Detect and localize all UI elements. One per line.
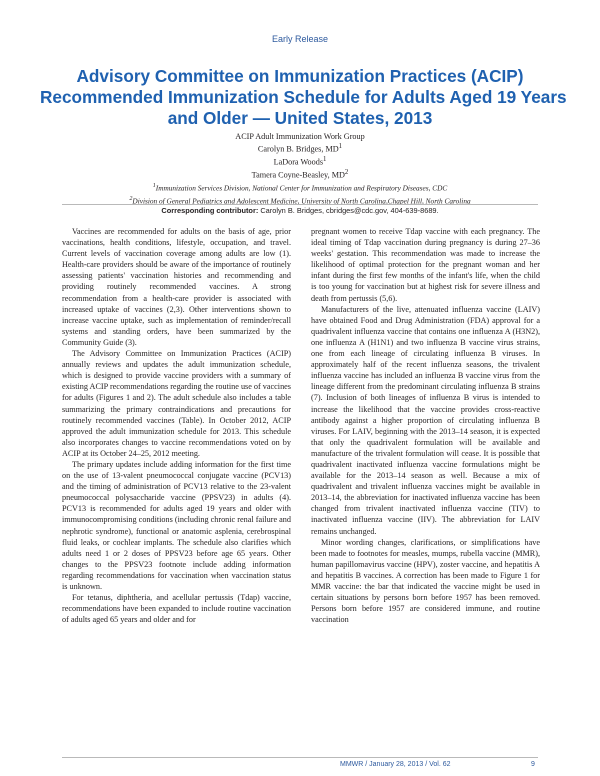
- paragraph: Minor wording changes, clarifications, or simplifications have been made to footnotes for measles, mumps, rubella vaccine (MMR), human papillomavirus vaccine (HPV), zoster vaccine, and hepatitis A and hepatitis B vaccines. A correction has been made to Figure 1 for MMR vaccine: the bar that indicated the vaccine might be used in certain situations by persons born before 1957 has been removed. Persons born before 1957 are considered immune, and routine vaccination: [311, 537, 540, 625]
- title-line-2: Recommended Immunization Schedule for Adults Aged 19 Years: [40, 87, 567, 107]
- header-divider: [62, 204, 538, 205]
- footer-citation: MMWR / January 28, 2013 / Vol. 62: [340, 761, 451, 768]
- article-title: [40, 66, 567, 129]
- body-column-left: [62, 226, 291, 625]
- footer-divider: [62, 757, 538, 758]
- corresponding-contributor: Corresponding contributor: Carolyn B. Bridges, cbridges@cdc.gov, 404-639-8689.: [161, 206, 439, 216]
- page-number: 9: [531, 761, 535, 768]
- paragraph: Manufacturers of the live, attenuated influenza vaccine (LAIV) have obtained Food and Drug Administration (FDA) approval for a quadrivalent influenza vaccine that contains one influenza A (H3N2), one influenza A (H1N1) and two influenza B vaccine virus strains, one from each lineage of circulating influenza B viruses. In approximately half of the recent influenza seasons, the trivalent influenza vaccine has included an influenza B vaccine virus from the lineage different from the predominant circulating influenza B strains (7). Inclusion of both lineages of influenza B virus is intended to increase the likelihood that the vaccine provides cross-reactive antibody against a higher proportion of circulating influenza B viruses. For LAIV, beginning with the 2013–14 season, it is expected that only the quadrivalent formulation will be available and manufacture of the trivalent formulation will cease. It is possible that quadrivalent inactivated influenza vaccine formulations might be available for the 2013–14 season as well. Because a mix of quadrivalent and trivalent influenza vaccines might be available in 2013–14, the abbreviation for inactivated influenza vaccine has been changed from trivalent inactivated influenza vaccine (TIV) to inactivated influenza vaccine (IIV). The abbreviation for LAIV remains unchanged.: [311, 304, 540, 536]
- paragraph: The Advisory Committee on Immunization Practices (ACIP) annually reviews and updates the adult immunization schedule, which is designed to provide vaccine providers with a summary of existing ACIP recommendations regarding the routine use of vaccines for adults (Figures 1 and 2). The adult schedule also includes a table summarizing the primary contraindications and precautions for routinely recommended vaccines (Table). In October 2012, ACIP approved the adult immunization schedule for 2013. This schedule also incorporates changes to vaccine recommendations voted on by ACIP at its October 24–25, 2012 meeting.: [62, 349, 291, 458]
- paragraph: The primary updates include adding information for the first time on the use of 13-valent pneumococcal conjugate vaccine (PCV13) and the timing of administration of PCV13 relative to the 23-valent pneumococcal polysaccharide vaccine (PPSV23) in adults (4). PCV13 is recommended for adults aged 19 years and older with immunocompromising conditions (including chronic renal failure and nephrotic syndrome), functional or anatomic asplenia, cerebrospinal fluid leaks, or cochlear implants. The schedule also clarifies which adults need 1 or 2 doses of PPSV23 before age 65 years. Other changes to the PPSV23 footnote include adding information regarding recommendations for vaccination when vaccination status is unknown.: [62, 459, 291, 591]
- affiliation-1: $^1$Immunization Services Division, National Center for Immunization and Respiratory Diseases, CDC: [152, 183, 448, 193]
- author-1: Carolyn B. Bridges, $MD^1$: [257, 143, 343, 154]
- work-group: ACIP Adult Immunization Work Group: [235, 132, 365, 141]
- body-column-right: [311, 226, 540, 625]
- author-2: LaDora Woods$^1$: [273, 156, 327, 167]
- title-line-1: Advisory Committee on Immunization Practices (ACIP): [76, 66, 524, 86]
- early-release-label: Early Release: [271, 34, 329, 44]
- affiliation-2: $^2$Division of General Pediatrics and Adolescent Medicine, University of North Carolina,Chapel Hill, North Carolina: [129, 195, 471, 206]
- title-line-3: and Older — United States, 2013: [167, 108, 433, 128]
- paragraph: For tetanus, diphtheria, and acellular pertussis (Tdap) vaccine, recommendations have been expanded to include routine vaccination of adults aged 65 years and older and for: [62, 593, 291, 625]
- paragraph: Vaccines are recommended for adults on the basis of age, prior vaccinations, health conditions, lifestyle, occupation, and travel. Current levels of vaccination coverage among adults are low (1). Health-care providers should be aware of the importance of routinely assessing patients' vaccination histories and recommending and providing routinely recommended vaccines. A strong recommendation from a health-care provider is associated with increased uptake of vaccines (2,3). Other interventions shown to increase vaccine uptake, such as implementation of reminder/recall systems and standing orders, have been summarized by the Community Guide (3).: [62, 227, 291, 347]
- paragraph: pregnant women to receive Tdap vaccine with each pregnancy. The ideal timing of Tdap vaccination during pregnancy is during 27–36 weeks' gestation. This recommendation was made to increase the likelihood of optimal protection for the pregnant woman and her infant during the first few months of the infant's life, when the child is too young for vaccination but at highest risk for severe illness and death from pertussis (5,6).: [311, 227, 540, 303]
- author-3: Tamera Coyne-Beasley, $MD^2$: [251, 169, 349, 180]
